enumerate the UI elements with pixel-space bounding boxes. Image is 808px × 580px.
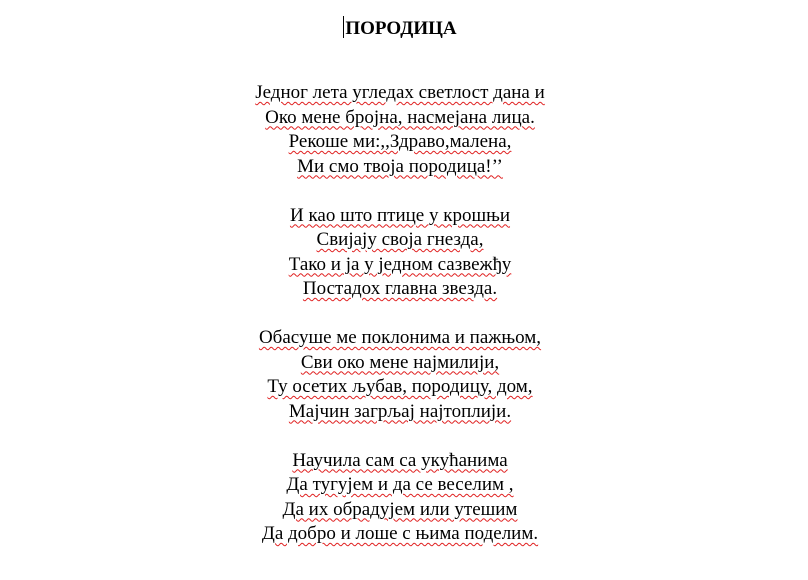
poem-line: Свијају своја гнезда, [316, 229, 484, 250]
poem-line: Око мене бројна, насмејана лица. [265, 106, 535, 128]
poem-line: Сви око мене најмилији, [300, 351, 500, 373]
poem-line: Ми смо твоја породица!’’ [297, 155, 503, 177]
poem-line: Да добро и лоше с њима поделим. [261, 523, 539, 544]
poem-line: Да тугујем и да се веселим , [286, 474, 514, 495]
poem-line: Да их обрадујем или утешим [282, 498, 518, 520]
stanza-2 [0, 204, 800, 302]
poem-line: Мајчин загрљај најтоплији. [288, 400, 512, 422]
poem-title [0, 16, 800, 41]
poem-line: И као што птице у крошњи [289, 204, 511, 226]
poem-body [0, 81, 800, 571]
poem-line: Тако и ја у једном сазвежђу [288, 253, 512, 275]
poem-line: Научила сам са укућанима [292, 449, 508, 471]
poem-line: Постадох главна звезда. [302, 278, 498, 299]
poem-line: Обасуше ме поклонима и пажњом, [258, 327, 542, 348]
poem-line: Ту осетих љубав, породицу, дом, [267, 376, 533, 397]
poem-title-text: ПОРОДИЦА [345, 18, 457, 39]
poem-line: Рекоше ми:,,Здраво,малена, [288, 131, 512, 152]
poem-line: Једног лета угледах светлост дана и [255, 82, 545, 103]
stanza-4 [0, 449, 800, 547]
stanza-3 [0, 326, 800, 424]
stanza-1 [0, 81, 800, 179]
